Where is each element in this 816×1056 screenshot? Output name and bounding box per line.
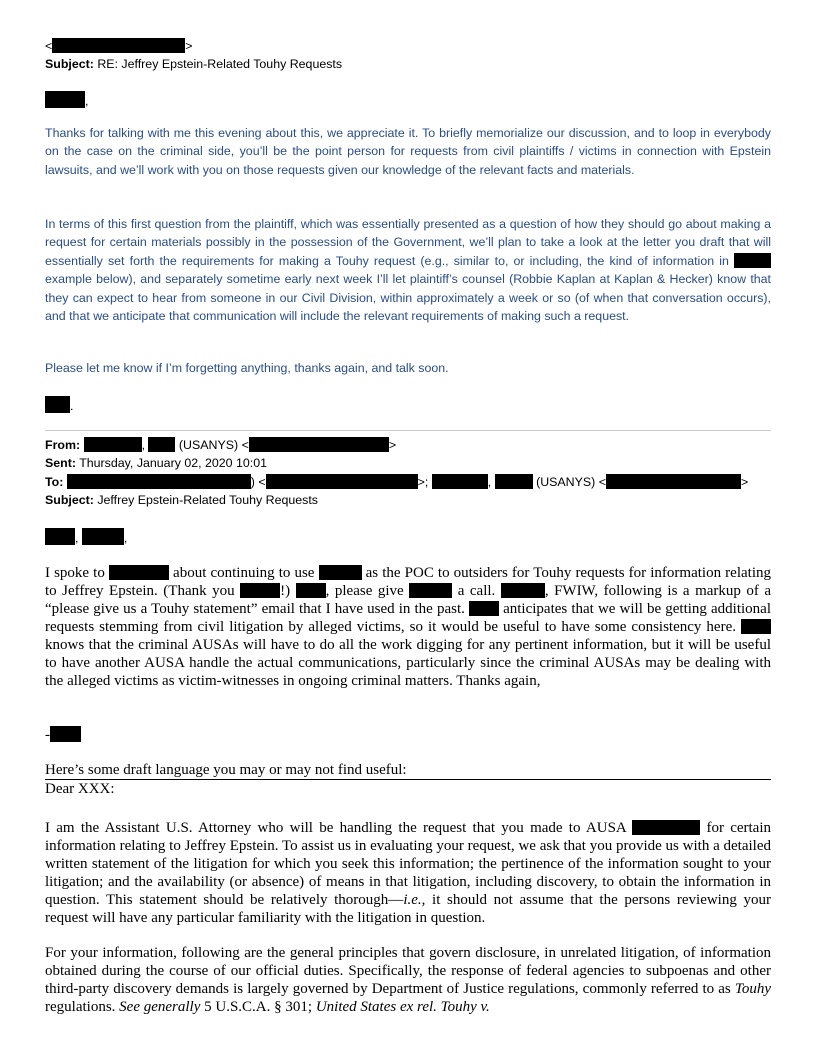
text: a call. xyxy=(457,583,496,599)
subject-label: Subject: xyxy=(45,57,94,72)
text: See generally xyxy=(119,999,201,1015)
salutation: , xyxy=(45,91,771,110)
text: United States ex rel. Touhy v. xyxy=(315,999,490,1015)
original-header: From: , (USANYS) < > Sent: Thursday, January 02, 2020 10:01 To: ) < >; , (USANYS) < > Subject: Jeffrey Epstein-Related Touhy Requests xyxy=(45,438,749,508)
redaction xyxy=(741,619,771,634)
redaction xyxy=(606,474,741,489)
from-label: From: xyxy=(45,438,81,452)
redaction xyxy=(240,583,280,598)
redaction xyxy=(319,565,362,580)
draft-paragraph-2 xyxy=(45,944,771,1016)
text: I spoke to xyxy=(45,565,105,581)
draft-intro: Here’s some draft language you may or may not find useful: xyxy=(45,761,771,780)
redaction xyxy=(45,528,75,545)
redaction xyxy=(50,726,81,742)
original-salutation: , , xyxy=(45,528,771,547)
redaction xyxy=(734,253,771,268)
text: , FWIW, following is a markup of a “please give us a Touhy statement” email that I have used in the past. xyxy=(45,583,772,617)
divider xyxy=(45,430,771,431)
original-subject: Jeffrey Epstein-Related Touhy Requests xyxy=(93,493,318,508)
text: anticipates that we will be getting additional requests stemming from civil litigation by alleged victims, so it would be useful to have some consistency here. xyxy=(45,601,772,635)
redaction xyxy=(469,601,499,616)
draft-paragraph-1 xyxy=(45,819,771,927)
redaction xyxy=(148,437,175,452)
original-body xyxy=(45,564,771,690)
text: , it should not assume that the persons reviewing your request will have any particular familiarity with the litigation in question. xyxy=(45,892,771,926)
text: 5 U.S.C.A. § 301; xyxy=(204,999,313,1015)
redaction xyxy=(249,437,389,452)
subject-label: Subject: xyxy=(45,493,94,508)
text: as the POC to outsiders for Touhy requests for information relating to Jeffrey Epstein. (Thank you xyxy=(45,565,771,599)
redaction xyxy=(501,583,545,598)
text: i.e. xyxy=(403,892,422,908)
text: For your information, following are the general principles that govern disclosure, in unrelated litigation, of information obtained during the course of our official duties. Specifically, the response of federal agencies to subpoenas and other third-party discovery demands is largely governed by Department of Justice regulations, commonly referred to as xyxy=(45,945,771,997)
original-signature: - xyxy=(45,726,771,744)
reply-paragraph-2 xyxy=(45,215,771,325)
draft-salutation: Dear XXX: xyxy=(45,781,115,797)
org: (USANYS) xyxy=(178,438,239,452)
redaction xyxy=(45,396,70,413)
text: example below), and separately sometime early next week I’ll let plaintiff’s counsel (Robbie Kaplan at Kaplan & Hecker) know that they can expect to hear from someone in our Civil Division, within approximately a week or so (of when that conversation occurs), and that we anticipate that communication will include the relevant requirements of making such a request. xyxy=(45,272,771,324)
redaction xyxy=(82,528,124,545)
text: knows that the criminal AUSAs will have to do all the work digging for any pertinent information, but it will be useful to have another AUSA handle the actual communications, particularly since the criminal AUSAs may be dealing with the alleged victims as victim-witnesses in ongoing criminal matters. Thanks again, xyxy=(45,637,771,689)
reply-paragraph-1: Thanks for talking with me this evening about this, we appreciate it. To briefly memorialize our discussion, and to loop in everybody on the case on the criminal side, you’ll be the point person for requests from civil plaintiffs / victims in connection with Epstein lawsuits, and we’ll work with you on those requests given our knowledge of the relevant facts and materials. xyxy=(45,126,771,177)
text: !) xyxy=(280,583,291,599)
text: regulations. xyxy=(45,999,116,1015)
text: I am the Assistant U.S. Attorney who will be handling the request that you made to AUSA xyxy=(45,820,626,836)
text: , please give xyxy=(325,583,404,599)
redaction xyxy=(296,583,326,598)
redaction xyxy=(109,565,169,580)
redaction xyxy=(409,583,452,598)
reply-subject: RE: Jeffrey Epstein-Related Touhy Requests xyxy=(93,57,343,72)
signature: . xyxy=(45,396,771,415)
text: Touhy xyxy=(734,981,771,997)
to-label: To: xyxy=(45,474,64,489)
redaction xyxy=(67,474,251,489)
redaction xyxy=(84,437,142,452)
sent-date: Thursday, January 02, 2020 10:01 xyxy=(75,456,268,471)
sent-label: Sent: xyxy=(45,456,76,471)
redaction xyxy=(45,91,85,108)
text: about continuing to use xyxy=(173,565,315,581)
redaction xyxy=(632,820,700,835)
text: for certain information relating to Jeffrey Epstein. To assist us in evaluating your request, we ask that you provide us with a detailed written statement of the litigation for which you seek this information; the pertinence of the information sought to your litigation; and the availability (or absence) of means in that litigation, including discovery, to obtain the information in question. This statement should be relatively thorough— xyxy=(45,820,772,908)
redaction xyxy=(432,474,488,489)
redaction xyxy=(52,38,185,53)
redaction xyxy=(495,474,533,489)
org: (USANYS) xyxy=(536,474,596,489)
reply-paragraph-3: Please let me know if I’m forgetting anything, thanks again, and talk soon. xyxy=(45,361,449,375)
redaction xyxy=(266,474,418,489)
text: In terms of this first question from the plaintiff, which was essentially presented as a question of how they should go about making a request for certain materials possibly in the possession of the Government, we’ll plan to take a look at the letter you draft that will essentially set forth the requirements for making a Touhy request (e.g., similar to, or including, the kind of information in xyxy=(45,217,771,268)
reply-header: < > Subject: RE: Jeffrey Epstein-Related Touhy Requests xyxy=(45,39,343,72)
